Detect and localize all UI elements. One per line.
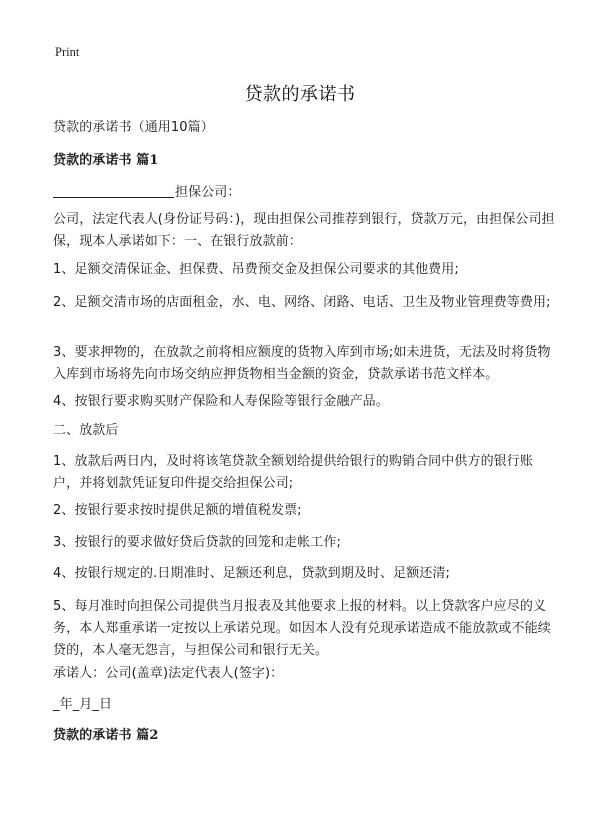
post-item-2: 2、按银行要求按时提供足额的增值税发票;	[53, 503, 302, 518]
post-item-1: 1、放款后两日内，及时将该笔贷款全额划给提供给银行的购销合同中供方的银行账户，并将划款凭证复印件提交给担保公司;	[53, 454, 533, 491]
post-item-4: 4、按银行规定的.日期准时、足额还利息，贷款到期及时、足额还清;	[53, 566, 450, 581]
post-item-3: 3、按银行的要求做好贷后贷款的回笼和走帐工作;	[53, 535, 341, 550]
pre-item-2: 2、足额交清市场的店面租金，水、电、网络、闭路、电话、卫生及物业管理费等费用;	[53, 295, 551, 310]
date-line: _年_月_日	[53, 697, 113, 712]
post-item-5: 5、每月准时向担保公司提供当月报表及其他要求上报的材料。以上贷款客户应尽的义务，本人郑重承诺一定按以上承诺兑现。如因本人没有兑现承诺造成不能放款或不能续贷的，本人毫无怨言，与担保公司和银行无关。	[53, 599, 551, 658]
print-label: Print	[55, 45, 80, 59]
document-title: 贷款的承诺书	[244, 84, 356, 105]
addressee-blank	[53, 183, 174, 198]
pre-item-4: 4、按银行要求购买财产保险和人寿保险等银行金融产品。	[53, 394, 389, 409]
section-heading-1: 贷款的承诺书 篇1	[53, 153, 159, 168]
signature-line: 承诺人：公司(盖章)法定代表人(签字)：	[53, 666, 284, 681]
pre-item-3: 3、要求押物的，在放款之前将相应额度的货物入库到市场;如未进货，无法及时将货物入库到市场将先向市场交纳应押货物相当金额的资金，贷款承诺书范文样本。	[53, 345, 551, 382]
intro-paragraph: 公司，法定代表人(身份证号码：)，现由担保公司推荐到银行，贷款万元，由担保公司担保，现本人承诺如下：一、在银行放款前：	[53, 212, 555, 249]
pre-item-1: 1、足额交清保证金、担保费、吊费预交金及担保公司要求的其他费用;	[53, 262, 459, 277]
addressee-suffix: 担保公司：	[175, 185, 241, 200]
addressee-line	[53, 182, 556, 204]
document-subtitle: 贷款的承诺书（通用10篇）	[53, 120, 214, 135]
section-heading-2: 贷款的承诺书 篇2	[53, 728, 159, 743]
post-heading: 二、放款后	[53, 423, 119, 438]
